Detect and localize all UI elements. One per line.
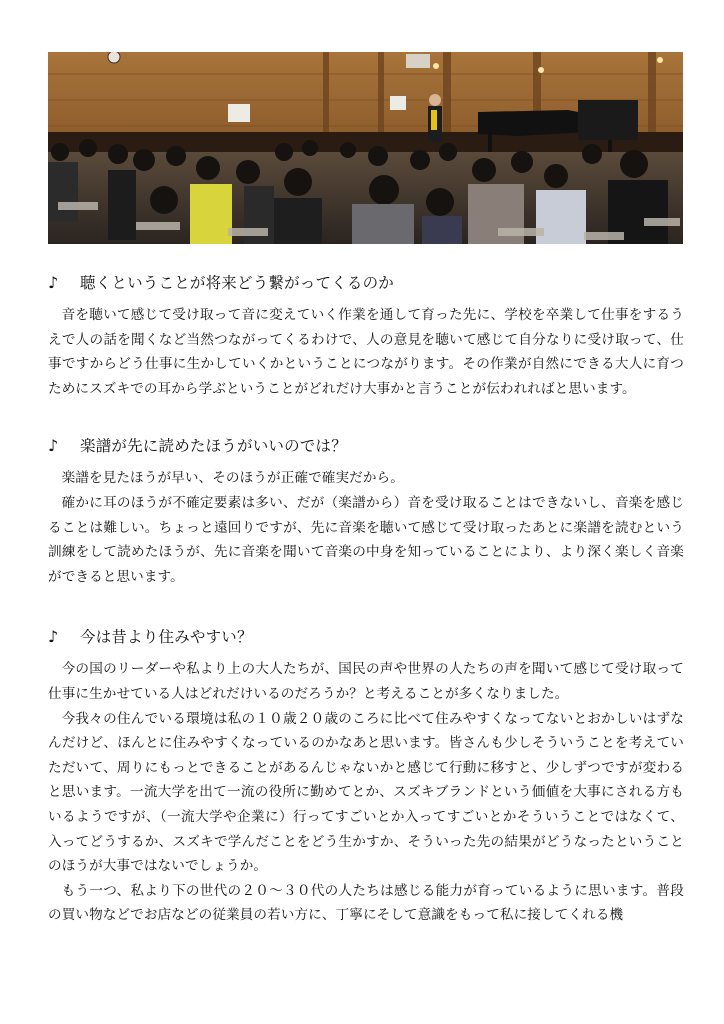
section-listening-future (48, 272, 684, 401)
section-reading-score (48, 435, 684, 589)
section-title: 今は昔より住みやすい？ (80, 628, 253, 647)
article-body (48, 272, 684, 928)
section-title: 聴くということが将来どう繋がってくるのか (80, 274, 395, 292)
concert-hall-photo (48, 52, 683, 244)
section-title: 楽譜が先に読めたほうがいいのでは？ (80, 437, 347, 456)
section-heading (48, 272, 684, 294)
paragraph: 楽譜を見たほうが早い、そのほうが正確で確実だから。 (61, 470, 404, 487)
music-note-icon: ♪ (48, 627, 59, 647)
paragraph: 確かに耳のほうが不確定要素は多い、だが（楽譜から）音を受け取ることはできないし、音楽を感じることは難しい。ちょっと遠回りですが、先に音楽を聴いて感じて受け取ったあとに楽譜を読むという訓練をして読めたほうが、先に音楽を聞いて音楽の中身を知っていることにより、より深く楽しく音楽ができると思います。 (48, 494, 684, 585)
paragraph: 音を聴いて感じて受け取って音に変えていく作業を通して育った先に、学校を卒業して仕事をするうえで人の話を聞くなど当然つながってくるわけで、人の意見を聴いて感じて自分なりに受け取って、仕事ですからどう仕事に生かしていくかということにつながります。その作業が自然にできる大人に育つためにスズキでの耳から学ぶということがどれだけ大事かと言うことが伝われればと思います。 (48, 307, 684, 397)
section-easier-living (48, 626, 684, 928)
paragraph: 今我々の住んでいる環境は私の１０歳２０歳のころに比べて住みやすくなってないとおかしいはずなんだけど、ほんとに住みやすくなっているのかなあと思います。皆さんも少しそういうことを考えていただいて、周りにもっとできることがあるんじゃないかと感じて行動に移すと、少しずつですが変わると思います。一流大学を出て一流の役所に勤めてとか、スズキブランドという価値を大事にされる方もいるようですが、（一流大学や企業に）行ってすごいとか入ってすごいとかそういうことではなくて、入ってどうするか、スズキで学んだことをどう生かすか、そういった先の結果がどうなったということのほうが大事ではないでしょうか。 (48, 710, 684, 875)
music-note-icon: ♪ (48, 436, 59, 456)
music-note-icon: ♪ (48, 273, 59, 292)
paragraph: もう一つ、私より下の世代の２０～３０代の人たちは感じる能力が育っているように思います。普段の買い物などでお店などの従業員の若い方に、丁寧にそして意識をもって私に接してくれる機 (48, 882, 684, 924)
paragraph: 今の国のリーダーや私より上の大人たちが、国民の声や世界の人たちの声を聞いて感じて受け取って仕事に生かせている人はどれだけいるのだろうか？と考えることが多くなりました。 (48, 661, 684, 702)
section-heading (48, 435, 684, 457)
section-heading (48, 626, 684, 648)
